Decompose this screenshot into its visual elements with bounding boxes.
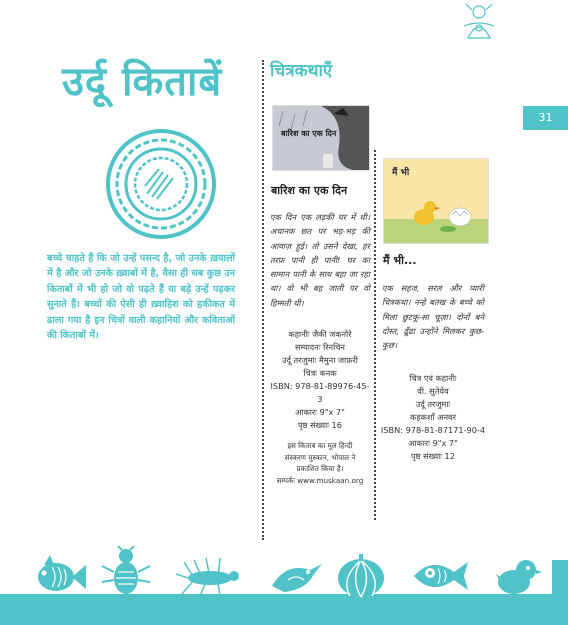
credit-line: उर्दू तरजुमाः: [415, 399, 451, 409]
credit-line: चित्र एवं कहानीः: [409, 373, 457, 383]
book-title: मैं भी...: [383, 254, 417, 267]
bottom-bar: [0, 594, 568, 625]
credit-line: चित्रः कनक: [303, 368, 337, 378]
credit-line: पृष्ठ संख्याः 16: [298, 420, 342, 430]
page-title: उर्दू किताबें: [62, 59, 223, 105]
credit-line: आकारः 9"x 7": [408, 438, 458, 448]
credit-line: वी. सुतेयेव: [417, 386, 449, 396]
chick-icon: [496, 556, 542, 596]
insect-icon: [176, 556, 244, 596]
credit-line: कहानीः जैकी जकनोरे: [288, 329, 352, 339]
credit-line: उर्दू तरजुमाः मैमुना जाफ़री: [282, 355, 358, 365]
bug-icon: [100, 546, 152, 598]
credit-line: कहकशाँ अनवर: [410, 412, 456, 422]
deity-logo-icon: [458, 2, 500, 40]
book-credits: [380, 372, 486, 463]
column-divider: [374, 150, 376, 520]
credit-line: आकारः 9"x 7": [295, 407, 345, 417]
section-title: चित्रकथाएँ: [270, 61, 333, 81]
book-cover: [383, 158, 489, 244]
note-line: इस किताब का मूल हिन्दी: [287, 441, 353, 450]
note-line: संस्करण मुस्कान, भोपाल ने: [284, 452, 356, 462]
book-note: [268, 440, 372, 486]
note-line: प्रकाशित किया है।: [296, 464, 344, 473]
fish-icon: [34, 553, 86, 597]
column-divider: [262, 60, 264, 540]
intro-paragraph: बच्चे चाहते हैं कि जो उन्हें पसन्द है, जो उनके ख़यालों में है और जो उनके ख़्वाबों में है, वैसा ही सब कुछ उन किताबों में भी हो जो वो पढ़ते हैं या बड़े उन्हें पढ़कर सुनाते हैं। बच्चों की ऐसी ही ख़्वाहिश को हकीकत में ढाला गया है इन चित्रों वाली कहानियों और कविताओं की किताबों में।: [47, 253, 235, 342]
isbn-line: ISBN: 978-81-89976-45-3: [270, 381, 370, 404]
pumpkin-icon: [336, 552, 386, 598]
book-description: एक दिन एक लड़की घर में थी। अचानक छत पर भड़-भड़ की आवाज़ हुई। तो उसने देखा, हर तरफ़ पानी ही पानी! घर का सामान पानी के साथ बहा जा रहा था। वो भी बह जाती पर वो हिम्मती थी।: [270, 212, 370, 308]
book-credits: [268, 328, 372, 432]
page-number: 31: [523, 106, 568, 130]
contact-line: सम्पर्कः www.muskaan.org: [276, 475, 364, 485]
book-cover: [272, 105, 370, 171]
book-description: एक सहज, सरल और प्यारी चित्रकथा। नन्हे बतख के बच्चे को मिला छुटकू-सा चूज़ा। दोनों बने दोस्त, ढूँढा उन्होंने मिलकर कुछ-कुछ।: [382, 283, 484, 351]
spiral-circle-icon: [105, 128, 217, 240]
book-cover-title: मैं भी: [392, 168, 410, 178]
isbn-line: ISBN: 978-81-87171-90-4: [380, 425, 486, 435]
credit-line: पृष्ठ संख्याः 12: [411, 451, 455, 461]
fish-eye-icon: [410, 556, 470, 596]
bird-icon: [266, 556, 322, 596]
book-cover-title: बारिश का एक दिन: [281, 129, 337, 138]
credit-line: सम्पादनः रिनचिन: [295, 342, 345, 352]
book-title: बारिश का एक दिन: [271, 184, 348, 197]
